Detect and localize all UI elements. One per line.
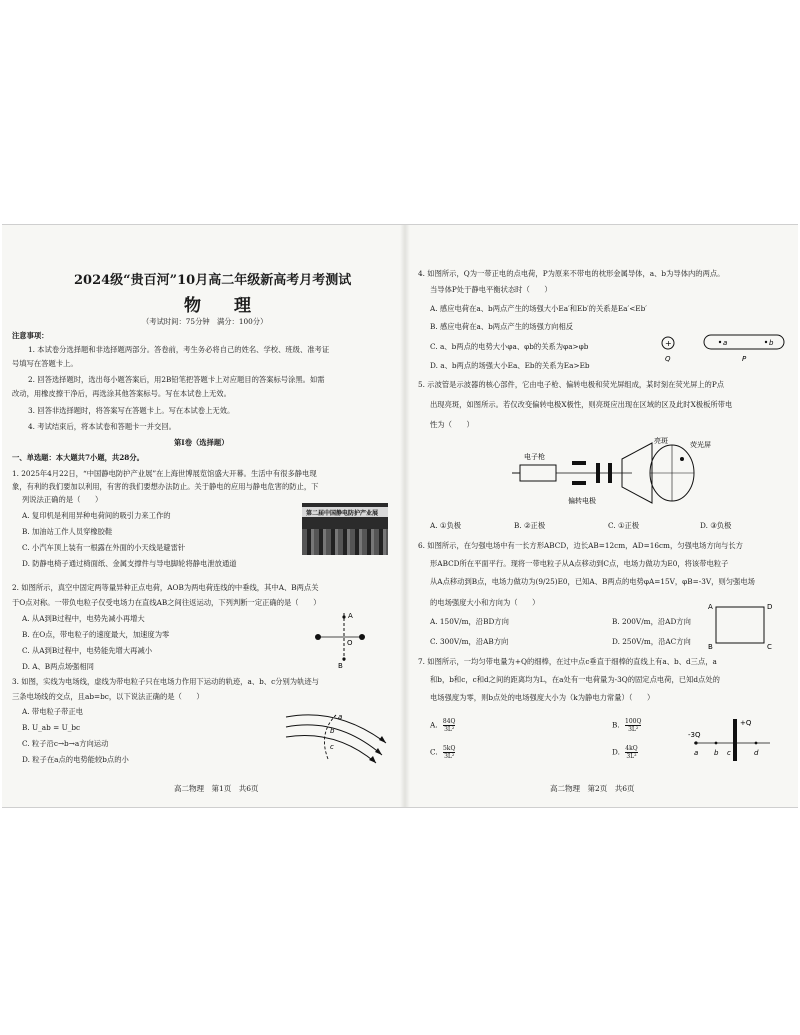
label-b: B <box>708 643 713 651</box>
q7-option-b: B. $\frac{100Q}{\text{3L²}}$ <box>612 718 642 733</box>
exam-title: 2024级“贵百河”10月高二年级新高考月考测试 <box>74 273 352 288</box>
q1-option-c: C. 小汽车顶上装有一根露在外面的小天线是避雷针 <box>22 543 186 552</box>
q4-option-b: B. 感应电荷在a、b两点产生的场强方向相反 <box>430 322 574 331</box>
label-b: b <box>769 339 774 347</box>
q5-oscilloscope-diagram <box>512 437 712 517</box>
q3-option-d: D. 粒子在a点的电势能较b点的小 <box>22 755 129 764</box>
q1-stem-line: 象，有利的我们要加以利用，有害的我们要想办法防止。关于静电的应用与静电危害的防止，下 <box>12 482 319 491</box>
subject-title: 物 理 <box>184 296 259 316</box>
q7-rod-diagram <box>688 713 774 763</box>
exam-sheet <box>2 224 798 808</box>
trajectory <box>324 715 336 759</box>
notice-title: 注意事项： <box>12 331 49 340</box>
label-d: d <box>754 749 759 757</box>
q5-stem-line: 出现亮斑，如图所示。若仅改变偏转电极X极性，则亮斑应出现在区域的区及此时X极板所带电 <box>430 400 733 409</box>
q7-option-d: D. $\frac{4kQ}{\text{3L²}}$ <box>612 745 638 760</box>
left-page <box>8 225 396 807</box>
charge-left <box>315 634 321 640</box>
q1-option-a: A. 复印机是利用异种电荷间的吸引力来工作的 <box>22 511 171 520</box>
deflect-plate-y <box>572 481 586 485</box>
label-pos-charge: +Q <box>740 719 752 727</box>
q4-option-c: C. a、b两点的电势大小φa、φb的关系为φa>φb <box>430 342 589 351</box>
right-page-footer: 高二物理 第2页 共6页 <box>550 784 635 793</box>
notice-line: 4. 考试结束后，将本试卷和答题卡一并交回。 <box>28 422 176 431</box>
q2-charges-diagram <box>308 607 368 669</box>
q4-stem-line: 当导体P处于静电平衡状态时（ ） <box>430 285 552 294</box>
q7-option-a: A. $\frac{84Q}{\text{3L²}}$ <box>430 718 456 733</box>
label-screen: 荧光屏 <box>690 441 711 449</box>
q1-option-d: D. 防静电椅子通过椅面纸、金属支撑件与导电脚轮将静电泄放通道 <box>22 559 237 568</box>
bright-spot <box>680 457 684 461</box>
q2-option-d: D. A、B两点场强相同 <box>22 662 94 671</box>
label-p: P <box>742 355 747 363</box>
expo-photo-caption: 第二届中国静电防护产业展 <box>306 510 379 517</box>
charged-rod <box>733 719 737 761</box>
q1-option-b: B. 加油站工作人员穿橡胶鞋 <box>22 527 113 536</box>
q6-stem-line: 形ABCD所在平面平行。现将一带电粒子从A点移动到C点，电场力做功为E0，将该带电粒子 <box>430 559 729 568</box>
deflect-plate-x <box>608 463 612 483</box>
q6-stem-line: 从A点移动到B点，电场力做功为(9/25)E0，已知A、B两点的电势φA=15V，φB=-3V，则匀强电场 <box>430 577 755 586</box>
q7-stem-line: 7. 如图所示，一均匀带电量为+Q的细棒，在过中点c垂直于细棒的直线上有a、b、d三点，a <box>418 657 717 666</box>
deflect-plate-x <box>596 463 600 483</box>
q3-option-c: C. 粒子沿c→b→a方向运动 <box>22 739 109 748</box>
q5-option-b: B. ②正极 <box>514 521 546 530</box>
section-title: 第Ⅰ卷（选择题） <box>174 438 229 447</box>
notice-line: 3. 回答非选择题时，将答案写在答题卡上。写在本试卷上无效。 <box>28 406 235 415</box>
q2-stem-line: 2. 如图所示，真空中固定两等量异种正点电荷，AOB为两电荷连线的中垂线，其中A、B两点关 <box>12 583 319 592</box>
label-q: Q <box>665 355 671 363</box>
fraction: $\frac{84Q}{\text{3L²}}$ <box>442 718 456 733</box>
page-fold <box>400 225 410 807</box>
fraction: $\frac{4kQ}{\text{3L²}}$ <box>625 745 638 760</box>
label-electron-gun: 电子枪 <box>524 453 545 461</box>
q3-stem-line: 3. 如图，实线为电场线，虚线为带电粒子只在电场力作用下运动的轨迹，a、b、c分别为轨迹与 <box>12 677 319 686</box>
q6-option-b: B. 200V/m，沿AD方向 <box>612 617 691 626</box>
q3-field-lines-diagram <box>278 703 392 765</box>
label-c: c <box>727 749 731 757</box>
rectangle-abcd <box>716 607 764 643</box>
label-b: b <box>714 749 719 757</box>
q6-option-a: A. 150V/m，沿BD方向 <box>430 617 509 626</box>
label-a: A <box>348 612 353 620</box>
left-page-footer: 高二物理 第1页 共6页 <box>174 784 259 793</box>
q2-option-b: B. 在O点，带电粒子的速度最大，加速度为零 <box>22 630 170 639</box>
label-neg-charge: -3Q <box>688 731 701 739</box>
deflect-plate-y <box>572 461 586 465</box>
label-a: a <box>694 749 699 757</box>
exam-info: （考试时间：75分钟 满分：100分） <box>142 317 268 326</box>
expo-photo <box>302 503 388 555</box>
label-bright-spot: 亮斑 <box>654 437 668 445</box>
q5-stem-line: 性为（ ） <box>430 420 474 429</box>
q5-stem-line: 5. 示波管是示波器的核心部件，它由电子枪、偏转电极和荧光屏组成，某时刻在荧光屏上的P点 <box>418 380 725 389</box>
label-d: D <box>767 603 773 611</box>
q3-option-a: A. 带电粒子带正电 <box>22 707 83 716</box>
q2-option-a: A. 从A到B过程中，电势先减小再增大 <box>22 614 145 623</box>
q5-option-d: D. ③负极 <box>700 521 732 530</box>
q7-option-c: C. $\frac{5kQ}{\text{3L²}}$ <box>430 745 456 760</box>
label-a: a <box>338 713 343 721</box>
q4-conductor-diagram <box>656 331 788 367</box>
q6-option-c: C. 300V/m，沿AB方向 <box>430 637 509 646</box>
label-b: b <box>330 727 335 735</box>
charge-right <box>359 634 365 640</box>
q7-stem-line: 和b，b和c，c和d之间的距离均为L，在a处有一电荷量为-3Q的固定点电荷，已知d点处的 <box>430 675 720 684</box>
notice-line: 2. 回答选择题时，选出每小题答案后，用2B铅笔把答题卡上对应题目的答案标号涂黑。如需 <box>28 375 325 384</box>
label-deflect-plate: 偏转电极 <box>568 497 596 505</box>
label-b: B <box>338 662 343 669</box>
q3-stem-line: 三条电场线的交点，且ab=bc，以下说法正确的是（ ） <box>12 692 204 701</box>
part-title: 一、单选题：本大题共7小题，共28分。 <box>12 453 144 462</box>
notice-line: 1. 本试卷分选择题和非选择题两部分。答卷前，考生务必将自己的姓名、学校、班级、准考证 <box>28 345 330 354</box>
q6-stem-line: 6. 如图所示，在匀强电场中有一长方形ABCD，边长AB=12cm，AD=16cm，匀强电场方向与长方 <box>418 541 743 550</box>
label-a: A <box>708 603 713 611</box>
fraction: $\frac{100Q}{\text{3L²}}$ <box>625 718 642 733</box>
notice-line: 改动，用橡皮擦干净后，再选涂其他答案标号。写在本试卷上无效。 <box>12 389 231 398</box>
q6-option-d: D. 250V/m，沿AC方向 <box>612 637 691 646</box>
electron-gun <box>520 465 556 481</box>
q4-option-a: A. 感应电荷在a、b两点产生的场强大小Ea′和Eb′的关系是Ea′<Eb′ <box>430 304 647 313</box>
notice-line: 号填写在答题卡上。 <box>12 359 78 368</box>
label-c: c <box>330 743 334 751</box>
q4-option-d: D. a、b两点的场强大小Ea、Eb的关系为Ea>Eb <box>430 361 590 370</box>
q2-option-c: C. 从A到B过程中，电势能先增大再减小 <box>22 646 153 655</box>
right-page <box>416 225 792 807</box>
fraction: $\frac{5kQ}{\text{3L²}}$ <box>442 745 456 760</box>
q1-stem-line: 列说法正确的是（ ） <box>22 495 103 504</box>
q5-option-c: C. ①正极 <box>608 521 640 530</box>
q1-stem-line: 1. 2025年4月22日，“中国静电防护产业展”在上海世博展览馆盛大开幕。生活中有很多静电现 <box>12 469 317 478</box>
q6-rectangle-diagram <box>706 599 776 651</box>
label-c: C <box>767 643 772 651</box>
q4-stem-line: 4. 如图所示，Q为一带正电的点电荷，P为原来不带电的枕形金属导体，a、b为导体内的两点。 <box>418 269 725 278</box>
q6-stem-line: 的电场强度大小和方向为（ ） <box>430 598 540 607</box>
label-o: O <box>347 639 353 647</box>
q5-option-a: A. ①负极 <box>430 521 462 530</box>
q2-stem-line: 于O点对称。一带负电粒子仅受电场力在直线AB之间往返运动，下列判断一定正确的是（ ） <box>12 598 321 607</box>
svg-text:+: + <box>665 339 672 348</box>
q3-option-b: B. U_ab = U_bc <box>22 723 81 732</box>
q7-stem-line: 电场强度为零，则b点处的电场强度大小为（k为静电力常量）（ ） <box>430 693 655 702</box>
label-a: a <box>723 339 728 347</box>
